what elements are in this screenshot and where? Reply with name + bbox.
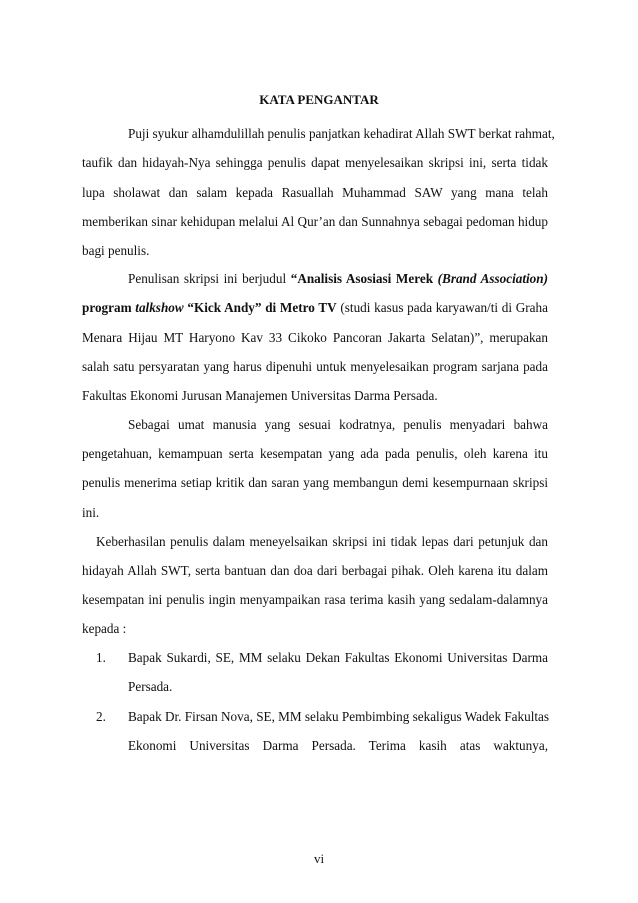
paragraph-2-line-2: [82, 300, 548, 316]
paragraph-1-line-1: Puji syukur alhamdulillah penulis panjatkan kehadirat Allah SWT berkat rahmat,: [128, 126, 555, 141]
paragraph-4-line-3: kesempatan ini penulis ingin menyampaikan rasa terima kasih yang sedalam-dalamnya: [82, 592, 548, 607]
list-item-1-line-1: Bapak Sukardi, SE, MM selaku Dekan Fakultas Ekonomi Universitas Darma: [128, 650, 548, 665]
paragraph-4-line-2: hidayah Allah SWT, serta bantuan dan doa dari berbagai pihak. Oleh karena itu dalam: [82, 563, 548, 578]
list-item-2-number: 2.: [96, 709, 106, 724]
paragraph-3-line-4: ini.: [82, 505, 100, 520]
thesis-title-part-5: “Kick Andy” di Metro TV: [183, 300, 337, 315]
page-title: KATA PENGANTAR: [259, 92, 379, 107]
paragraph-2-line-5: Fakultas Ekonomi Jurusan Manajemen Universitas Darma Persada.: [82, 388, 438, 403]
thesis-title-part-1: “Analisis Asosiasi Merek: [290, 271, 438, 286]
page-number: vi: [313, 851, 325, 866]
paragraph-2-line-1: [128, 271, 548, 287]
thesis-title-part-3: program: [82, 300, 136, 315]
paragraph-1-line-3: lupa sholawat dan salam kepada Rasuallah Muhammad SAW yang mana telah: [82, 185, 548, 200]
paragraph-2-line-4: salah satu persyaratan yang harus dipenuhi untuk menyelesaikan program sarjana pada: [82, 359, 548, 374]
paragraph-2-case-study: (studi kasus pada karyawan/ti di Graha: [336, 300, 548, 315]
paragraph-3-line-2: pengetahuan, kemampuan serta kesempatan yang ada pada penulis, oleh karena itu: [82, 446, 548, 461]
list-item-1-number: 1.: [96, 650, 106, 665]
thesis-title-part-4: talkshow: [135, 300, 184, 315]
thesis-title-part-2: (Brand Association): [437, 271, 548, 286]
paragraph-4-line-1: Keberhasilan penulis dalam meneyelsaikan skripsi ini tidak lepas dari petunjuk dan: [96, 534, 548, 549]
list-item-2-line-1: Bapak Dr. Firsan Nova, SE, MM selaku Pembimbing sekaligus Wadek Fakultas: [128, 709, 550, 724]
paragraph-1-line-2: taufik dan hidayah-Nya sehingga penulis dapat menyelesaikan skripsi ini, serta tidak: [82, 155, 548, 170]
list-item-2-line-2: Ekonomi Universitas Darma Persada. Terima kasih atas waktunya,: [128, 738, 548, 753]
paragraph-1-line-4: memberikan sinar kehidupan melalui Al Qur’an dan Sunnahnya sebagai pedoman hidup: [82, 214, 548, 229]
paragraph-4-line-4: kepada :: [82, 621, 127, 636]
paragraph-1-line-5: bagi penulis.: [82, 243, 150, 258]
paragraph-3-line-3: penulis menerima setiap kritik dan saran yang membangun demi kesempurnaan skripsi: [82, 475, 548, 490]
paragraph-2-line-3: Menara Hijau MT Haryono Kav 33 Cikoko Pancoran Jakarta Selatan)”, merupakan: [82, 330, 548, 345]
list-item-1-line-2: Persada.: [128, 679, 173, 694]
paragraph-2-intro: Penulisan skripsi ini berjudul: [128, 271, 291, 286]
paragraph-3-line-1: Sebagai umat manusia yang sesuai kodratnya, penulis menyadari bahwa: [128, 417, 548, 432]
